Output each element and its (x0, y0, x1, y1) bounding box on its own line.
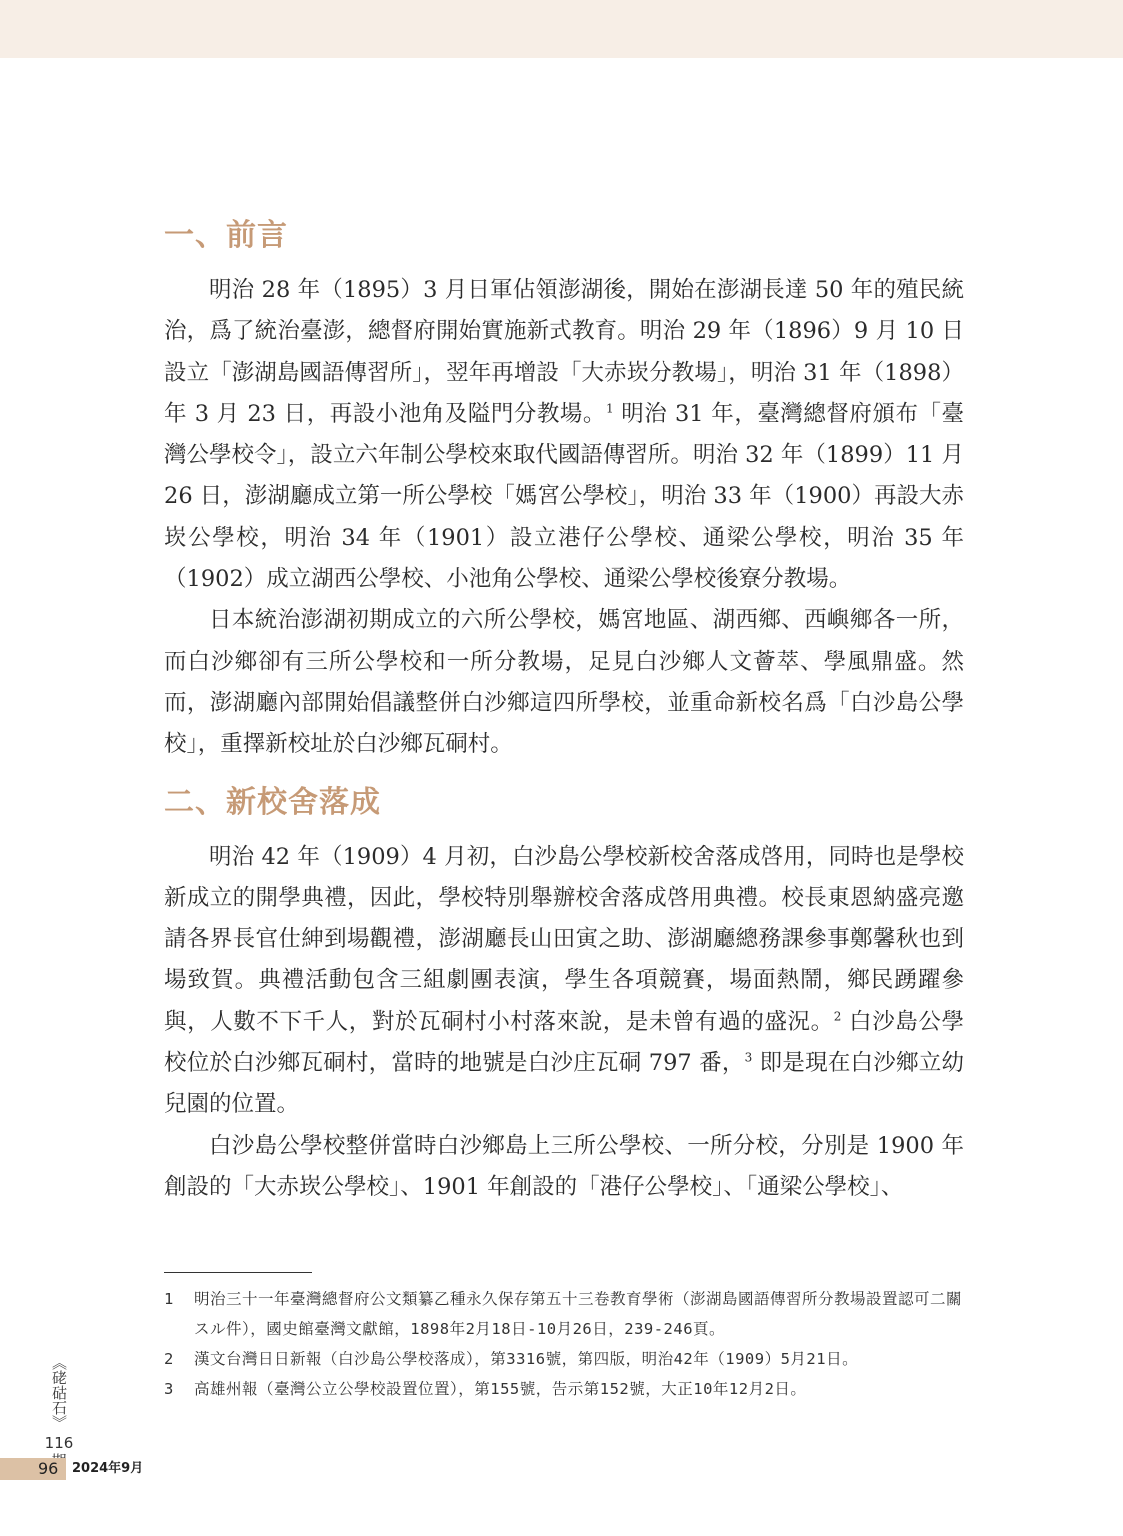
footnote-number: 2 (164, 1350, 174, 1368)
footnote-text: 高雄州報（臺灣公立公學校設置位置），第155號，告示第152號，大正10年12月2日。 (194, 1380, 807, 1398)
section-heading-new-building: 二、新校舍落成 (164, 784, 381, 820)
footnote-number: 3 (164, 1380, 174, 1398)
footnote (164, 1284, 964, 1344)
page-number: 96 (38, 1459, 59, 1478)
paragraph-text: 白沙島公學校位於白沙鄉瓦硐村，當時的地號是白沙庄瓦硐 797 番， (164, 1008, 964, 1077)
article-body (164, 212, 964, 1208)
paragraph-text: 明治 42 年（1909）4 月初，白沙島公學校新校舍落成啓用，同時也是學校新成立的開學典禮，因此，學校特別舉辦校舍落成啓用典禮。校長東恩納盛亮邀請各界長官仕紳到場觀禮，澎湖廳長山田寅之助、澎湖廳總務課參事鄭馨秋也到場致賀。典禮活動包含三組劇團表演，學生各項競賽，場面熱鬧，鄉民踴躍參與，人數不下千人，對於瓦硐村小村落來說，是未曾有過的盛況。 (164, 843, 964, 1035)
paragraph: 白沙島公學校整併當時白沙鄉島上三所公學校、一所分校，分別是 1900 年創設的「大赤崁公學校」、1901 年創設的「港仔公學校」、「通梁公學校」、 (164, 1132, 964, 1200)
footnote-ref[interactable]: 2 (833, 1009, 842, 1024)
issue-date: 2024年9月 (72, 1461, 144, 1476)
journal-side-label (40, 1355, 78, 1470)
journal-title: 《硓𥑮石》 (50, 1355, 68, 1430)
paragraph (164, 270, 964, 600)
paragraph: 日本統治澎湖初期成立的六所公學校，媽宮地區、湖西鄉、西嶼鄉各一所，而白沙鄉卻有三所公學校和一所分教場，足見白沙鄉人文薈萃、學風鼎盛。然而，澎湖廳內部開始倡議整併白沙鄉這四所學校，並重命新校名爲「白沙島公學校」，重擇新校址於白沙鄉瓦硐村。 (164, 607, 964, 758)
footnote (164, 1344, 964, 1374)
footnote (164, 1374, 964, 1404)
footnote-number: 1 (164, 1290, 174, 1308)
paragraph-text: 即是現在白沙鄉立幼兒園的位置。 (164, 1050, 964, 1118)
footnote-text: 明治三十一年臺灣總督府公文類纂乙種永久保存第五十三卷教育學術（澎湖島國語傳習所分教場設置認可二關スル件），國史館臺灣文獻館，1898年2月18日-10月26日，239-246頁。 (194, 1290, 963, 1338)
issue-number: 116 (44, 1434, 74, 1452)
footnote-text: 漢文台灣日日新報（白沙島公學校落成），第3316號，第四版，明治42年（1909）5月21日。 (194, 1350, 859, 1368)
paragraph (164, 837, 964, 1126)
paragraph-text: 明治 28 年（1895）3 月日軍佔領澎湖後，開始在澎湖長達 50 年的殖民統治，爲了統治臺澎，總督府開始實施新式教育。明治 29 年（1896）9 月 10 日設立「澎湖島國語傳習所」，翌年再增設「大赤崁分教場」，明治 31 年（1898）年 3 月 23 日，再設小池角及隘門分教場。 (164, 277, 964, 427)
footnote-ref[interactable]: 3 (744, 1050, 753, 1065)
footnotes (164, 1284, 964, 1404)
section-heading-intro: 一、前言 (164, 218, 288, 253)
header-band (0, 0, 1123, 58)
footnote-divider (164, 1272, 312, 1273)
paragraph-text: 明治 31 年，臺灣總督府頒布「臺灣公學校令」，設立六年制公學校來取代國語傳習所。明治 32 年（1899）11 月 26 日，澎湖廳成立第一所公學校「媽宮公學校」，明治 33 年（1900）再設大赤崁公學校，明治 34 年（1901）設立港仔公學校、通梁公學校，明治 35 年（1902）成立湖西公學校、小池角公學校、通梁公學校後寮分教場。 (164, 400, 964, 593)
footnote-ref[interactable]: 1 (605, 401, 614, 416)
